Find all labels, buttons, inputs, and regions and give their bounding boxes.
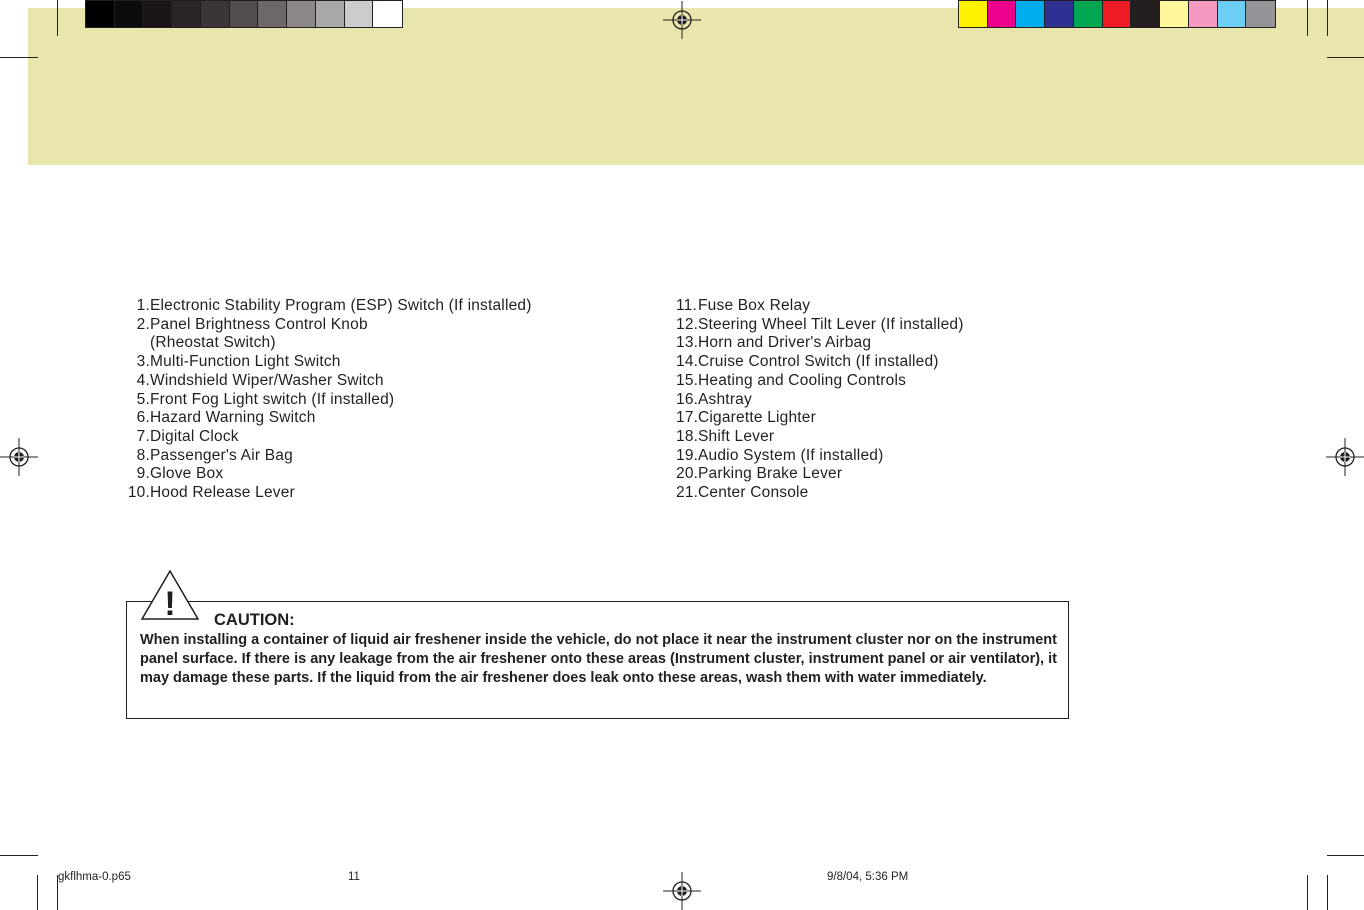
crop-mark [1327,875,1328,910]
color-swatch [373,1,402,27]
legend-item [676,316,964,335]
color-swatch [1218,1,1247,27]
legend-item-label: Electronic Stability Program (ESP) Switch (If installed) [150,297,532,314]
footer-filename: gkflhma-0.p65 [58,871,131,883]
color-swatch [258,1,287,27]
legend-item [676,334,964,353]
color-swatch [1131,1,1160,27]
color-swatch [230,1,259,27]
legend-item-number: 4. [136,371,150,389]
legend-item-number: 10. [127,484,150,502]
legend-item [676,391,964,410]
legend-item-label: Horn and Driver's Airbag [698,334,872,352]
caution-title: CAUTION: [214,611,295,629]
legend-item-label: Digital Clock [150,427,239,445]
legend-item-number: 11. [676,297,697,314]
legend-item-label: Windshield Wiper/Washer Switch [150,371,384,389]
legend-item-number: 1. [136,297,150,314]
legend-item-number: 13. [676,334,699,352]
legend-item-label: Parking Brake Lever [698,465,843,483]
footer-page-number: 11 [348,871,360,883]
legend-item-label: Hazard Warning Switch [150,409,316,427]
crop-mark [1307,0,1308,36]
color-swatch [115,1,144,27]
legend-item-label: Cruise Control Switch (If installed) [698,353,939,371]
legend-item-number: 20. [676,465,699,483]
footer-timestamp: 9/8/04, 5:36 PM [827,871,909,883]
legend-item-label: Audio System (If installed) [698,446,884,464]
crop-mark [57,0,58,36]
color-swatch [201,1,230,27]
legend-item [120,353,532,372]
legend-list-right [676,297,964,503]
color-calibration-strip [958,0,1276,28]
legend-item [120,484,532,503]
legend-item-number: 9. [136,465,150,483]
legend-item-number: 19. [676,446,699,464]
legend-item-number: 21. [676,484,699,502]
legend-item-label: Fuse Box Relay [698,297,811,314]
legend-item [120,316,532,335]
color-swatch [1016,1,1045,27]
legend-item [120,391,532,410]
color-swatch [1074,1,1103,27]
legend-item-number: 8. [136,446,150,464]
legend-item-number: 15. [676,371,699,389]
legend-item-label: Glove Box [150,465,224,483]
registration-mark-icon [663,872,701,910]
color-swatch [959,1,988,27]
legend-item-number: 3. [136,353,150,371]
color-swatch [287,1,316,27]
legend-list-left [120,297,532,503]
legend-item-number: 7. [136,427,150,445]
color-swatch [345,1,374,27]
warning-triangle-icon [141,570,199,620]
caution-text: When installing a container of liquid air freshener inside the vehicle, do not place it near the instrument cluster nor on the instrument panel surface. If there is any leakage from the air freshener onto these areas (Instrument cluster, instrument panel or air ventilator), it may damage these parts. If the liquid from the air freshener does leak onto these areas, wash them with water immediately. [140,632,1057,686]
legend-item-number: 16. [676,390,699,408]
legend-item-label: Hood Release Lever [150,484,295,502]
legend-item [676,297,964,316]
legend-item [676,353,964,372]
legend-item-number: 18. [676,427,699,445]
legend-item [676,428,964,447]
legend-item-continuation: (Rheostat Switch) [150,334,276,352]
legend-item-number: 2. [136,315,150,333]
color-swatch [988,1,1017,27]
legend-item-number: 6. [136,409,150,427]
color-swatch [1246,1,1275,27]
crop-mark [1307,875,1308,910]
legend-item [120,372,532,391]
color-swatch [143,1,172,27]
legend-item-label: Shift Lever [698,427,775,445]
crop-mark [0,855,38,856]
legend-item-number: 17. [676,409,699,427]
legend-item-label: Panel Brightness Control Knob [150,315,368,333]
legend-item [676,484,964,503]
legend-item-number: 12. [676,315,699,333]
legend-item [676,372,964,391]
legend-item-number: 14. [676,353,699,371]
crop-mark [37,875,38,910]
legend-item [120,297,532,316]
registration-mark-icon [0,438,38,476]
legend-item [120,409,532,428]
legend-item-label: Steering Wheel Tilt Lever (If installed) [698,315,964,333]
legend-item-label: Passenger's Air Bag [150,446,293,464]
legend-item-label: Ashtray [698,390,752,408]
crop-mark [1327,855,1364,856]
legend-item-label: Center Console [698,484,809,502]
legend-item [120,428,532,447]
color-swatch [1189,1,1218,27]
registration-mark-icon [1326,438,1364,476]
color-swatch [316,1,345,27]
legend-item-label: Front Fog Light switch (If installed) [150,390,395,408]
legend-item [676,465,964,484]
color-swatch [86,1,115,27]
color-swatch [1103,1,1132,27]
legend-item-label: Heating and Cooling Controls [698,371,907,389]
warning-symbol: ! [164,585,176,620]
legend-item-label: Multi-Function Light Switch [150,353,341,371]
legend-item [120,447,532,466]
crop-mark [0,57,38,58]
legend-item-number: 5. [136,390,150,408]
crop-mark [1327,57,1364,58]
grayscale-calibration-strip [85,0,403,28]
color-swatch [172,1,201,27]
color-swatch [1160,1,1189,27]
crop-mark [1327,0,1328,36]
legend-item [676,409,964,428]
registration-mark-icon [663,1,701,39]
legend-item-label: Cigarette Lighter [698,409,816,427]
color-swatch [1045,1,1074,27]
legend-item [120,465,532,484]
legend-item [676,447,964,466]
